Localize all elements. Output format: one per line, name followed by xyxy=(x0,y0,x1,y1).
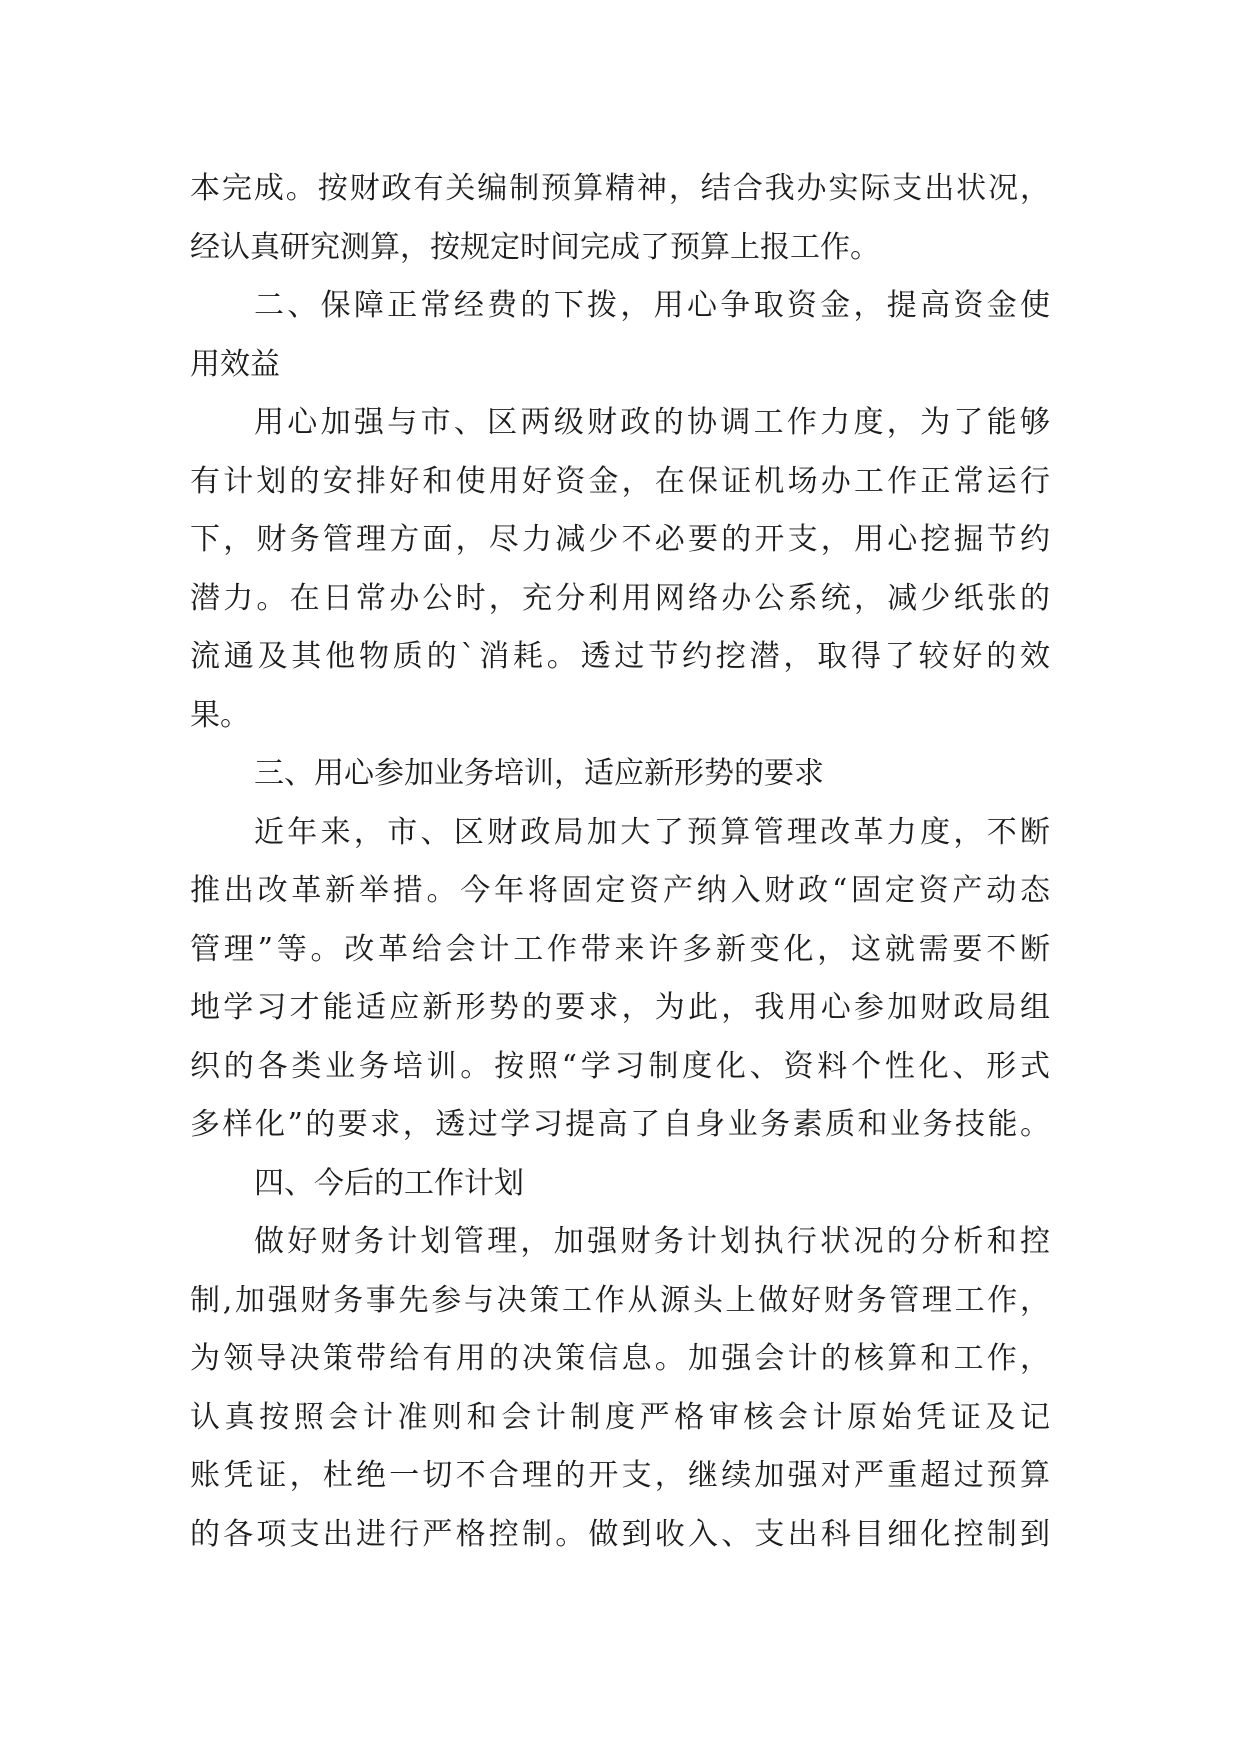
document-body xyxy=(190,160,1050,1564)
text-line: 潜力。在日常办公时，充分利用网络办公系统，减少纸张的 xyxy=(190,580,1050,616)
section-heading: 四、今后的工作计划 xyxy=(254,1165,524,1201)
text-line: 近年来，市、区财政局加大了预算管理改革力度，不断 xyxy=(254,814,1050,850)
section-heading: 三、用心参加业务培训，适应新形势的要求 xyxy=(254,756,824,791)
text-line: 下，财务管理方面，尽力减少不必要的开支，用心挖掘节约 xyxy=(190,522,1050,557)
text-line: 流通及其他物质的`消耗。透过节约挖潜，取得了较好的效 xyxy=(190,639,1050,674)
text-line: 管理”等。改革给会计工作带来许多新变化，这就需要不断 xyxy=(190,931,1050,967)
text-line: 做好财务计划管理，加强财务计划执行状况的分析和控 xyxy=(254,1224,1050,1259)
text-line: 为领导决策带给有用的决策信息。加强会计的核算和工作， xyxy=(190,1341,1050,1376)
text-line: 多样化”的要求，透过学习提高了自身业务素质和业务技能。 xyxy=(190,1107,1050,1142)
text-line: 推出改革新举措。今年将固定资产纳入财政“固定资产动态 xyxy=(190,873,1050,908)
text-line: 账凭证，杜绝一切不合理的开支，继续加强对严重超过预算 xyxy=(190,1458,1050,1493)
text-line: 果。 xyxy=(190,697,250,733)
text-line: 地学习才能适应新形势的要求，为此，我用心参加财政局组 xyxy=(190,990,1050,1025)
text-line: 经认真研究测算，按规定时间完成了预算上报工作。 xyxy=(190,229,880,265)
section-heading: 二、保障正常经费的下拨，用心争取资金，提高资金使 xyxy=(254,288,1050,323)
text-line: 认真按照会计准则和会计制度严格审核会计原始凭证及记 xyxy=(190,1399,1050,1435)
text-line: 有计划的安排好和使用好资金，在保证机场办工作正常运行 xyxy=(190,463,1050,499)
text-line: 用心加强与市、区两级财政的协调工作力度，为了能够 xyxy=(254,405,1050,440)
text-line: 的各项支出进行严格控制。做到收入、支出科目细化控制到 xyxy=(190,1516,1050,1552)
text-line: 织的各类业务培训。按照“学习制度化、资料个性化、形式 xyxy=(190,1048,1050,1084)
text-line: 本完成。按财政有关编制预算精神，结合我办实际支出状况， xyxy=(190,171,1050,206)
section-heading: 用效益 xyxy=(190,346,280,382)
text-line: 制,加强财务事先参与决策工作从源头上做好财务管理工作， xyxy=(190,1282,1050,1318)
